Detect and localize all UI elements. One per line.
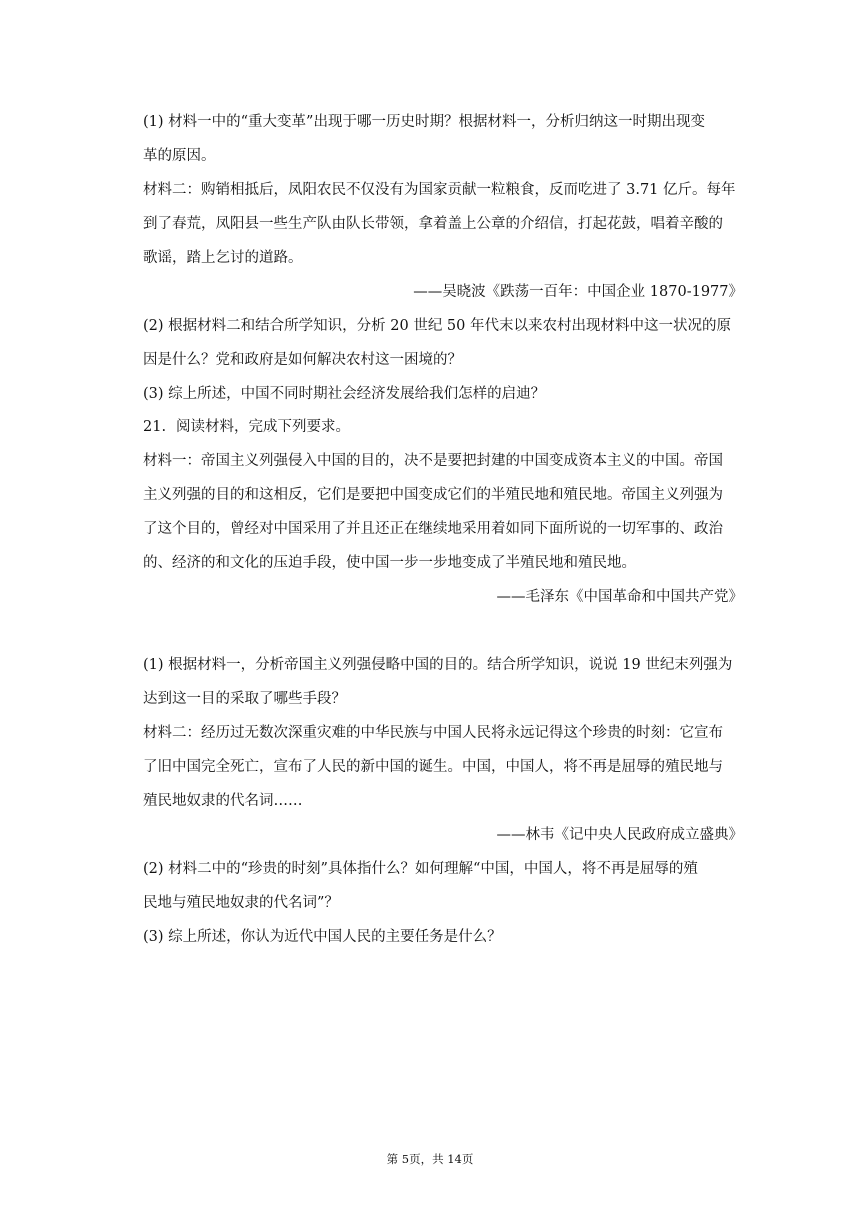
material-2-citation: ——吴晓波《跌荡一百年：中国企业 1870-1977》	[413, 284, 743, 300]
question-instruction: 阅读材料，完成下列要求。	[176, 419, 350, 435]
q21-material-1-line-2: 主义列强的目的和这相反，它们是要把中国变成它们的半殖民地和殖民地。帝国主义列强为	[143, 487, 723, 503]
q21-2-text-line-1: (2) 材料二中的“珍贵的时刻”具体指什么？如何理解“中国，中国人，将不再是屈辱的殖	[143, 861, 698, 877]
q1-text-line-1: (1) 材料一中的“重大变革”出现于哪一历史时期？根据材料一，分析归纳这一时期出现变	[143, 114, 705, 130]
q21-material-2-line-1: 材料二：经历过无数次深重灾难的中华民族与中国人民将永远记得这个珍贵的时刻：它宣布	[143, 725, 723, 741]
material-2-line-3: 歌谣，踏上乞讨的道路。	[143, 250, 303, 266]
q21-material-2-line-3: 殖民地奴隶的代名词……	[143, 793, 303, 809]
q2-text-line-1: (2) 根据材料二和结合所学知识，分析 20 世纪 50 年代末以来农村出现材料中这一状况的原	[143, 318, 731, 334]
q21-material-1-line-4: 的、经济的和文化的压迫手段，使中国一步一步地变成了半殖民地和殖民地。	[143, 555, 636, 571]
material-2-line-2: 到了春荒，凤阳县一些生产队由队长带领，拿着盖上公章的介绍信，打起花鼓，唱着辛酸的	[143, 216, 723, 232]
q21-2-text-line-2: 民地与殖民地奴隶的代名词”？	[143, 895, 339, 911]
page-footer: 第 5页，共 14页	[386, 1152, 474, 1166]
q1-text-line-2: 革的原因。	[143, 148, 216, 164]
q21-3-text: (3) 综上所述，你认为近代中国人民的主要任务是什么？	[143, 929, 502, 945]
q21-material-2-citation: ——林韦《记中央人民政府成立盛典》	[496, 827, 743, 843]
material-2-line-1: 材料二：购销相抵后，凤阳农民不仅没有为国家贡献一粒粮食，反而吃进了 3.71 亿斤。每年	[143, 182, 736, 198]
q2-text-line-2: 因是什么？党和政府是如何解决农村这一困境的？	[143, 352, 462, 368]
q21-1-text-line-2: 达到这一目的采取了哪些手段？	[143, 691, 346, 707]
q21-material-2-line-2: 了旧中国完全死亡，宣布了人民的新中国的诞生。中国，中国人，将不再是屈辱的殖民地与	[143, 759, 723, 775]
question-number: 21.	[143, 419, 167, 435]
q21-material-1-citation: ——毛泽东《中国革命和中国共产党》	[496, 589, 743, 605]
question-21-heading	[143, 417, 350, 437]
q3-text: (3) 综上所述，中国不同时期社会经济发展给我们怎样的启迪？	[143, 386, 546, 402]
q21-material-1-line-1: 材料一：帝国主义列强侵入中国的目的，决不是要把封建的中国变成资本主义的中国。帝国	[143, 453, 723, 469]
q21-material-1-line-3: 了这个目的，曾经对中国采用了并且还正在继续地采用着如同下面所说的一切军事的、政治	[143, 521, 723, 537]
q21-1-text-line-1: (1) 根据材料一，分析帝国主义列强侵略中国的目的。结合所学知识，说说 19 世纪末列强为	[143, 657, 733, 673]
